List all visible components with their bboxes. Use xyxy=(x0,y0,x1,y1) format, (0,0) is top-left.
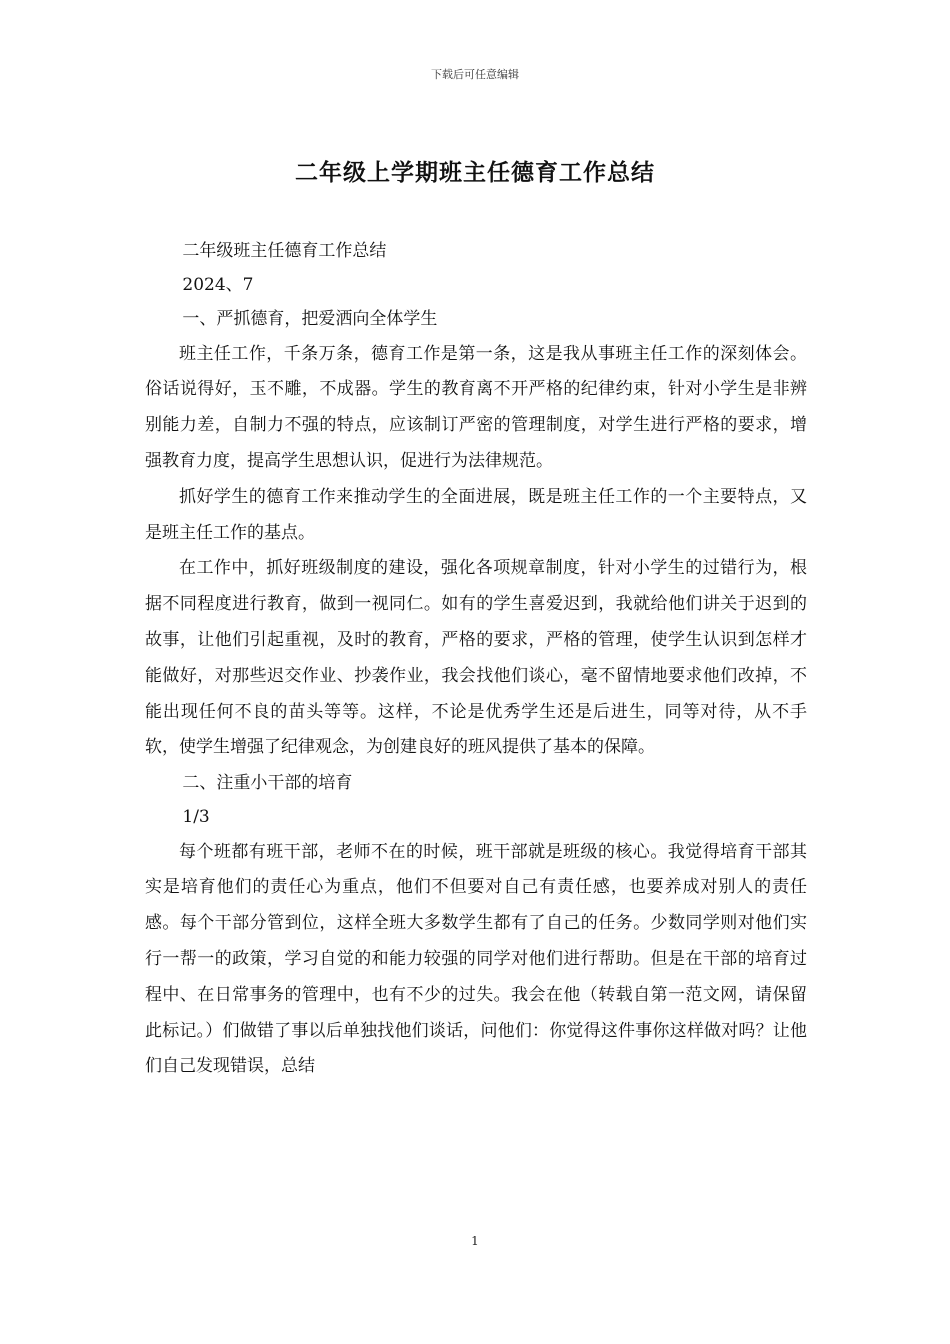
date-line: 2024、7 xyxy=(182,275,254,296)
paragraph-4: 每个班都有班干部，老师不在的时候，班干部就是班级的核心。我觉得培育干部其实是培育他们的责任心为重点，他们不但要对自己有责任感，也要养成对别人的责任感。每个干部分管到位，这样全班大多数学生都有了自己的任务。少数同学则对他们实行一帮一的政策，学习自觉的和能力较强的同学对他们进行帮助。但是在干部的培育过程中、在日常事务的管理中，也有不少的过失。我会在他（转载自第一范文网，请保留此标记。）们做错了事以后单独找他们谈话，问他们：你觉得这件事你这样做对吗？让他们自己发现错误，总结 xyxy=(145,841,807,1077)
page-number: 1 xyxy=(471,1234,479,1248)
document-title: 二年级上学期班主任德育工作总结 xyxy=(295,159,655,186)
section-heading-1: 一、严抓德育，把爱洒向全体学生 xyxy=(182,309,438,330)
paragraph-2: 抓好学生的德育工作来推动学生的全面进展，既是班主任工作的一个主要特点，又是班主任工作的基点。 xyxy=(145,486,807,543)
page-marker: 1/3 xyxy=(182,807,210,828)
paragraph-3: 在工作中，抓好班级制度的建设，强化各项规章制度，针对小学生的过错行为，根据不同程度进行教育，做到一视同仁。如有的学生喜爱迟到，我就给他们讲关于迟到的故事，让他们引起重视，及时的教育，严格的要求，严格的管理，使学生认识到怎样才能做好，对那些迟交作业、抄袭作业，我会找他们谈心，毫不留情地要求他们改掉，不能出现任何不良的苗头等等。这样，不论是优秀学生还是后进生，同等对待，从不手软，使学生增强了纪律观念，为创建良好的班风提供了基本的保障。 xyxy=(145,558,807,758)
document-body xyxy=(145,234,807,1085)
page-header: 下载后可任意编辑 xyxy=(431,68,519,81)
section-heading-2: 二、注重小干部的培育 xyxy=(182,773,353,794)
subtitle-line: 二年级班主任德育工作总结 xyxy=(182,241,387,261)
paragraph-1: 班主任工作，千条万条，德育工作是第一条，这是我从事班主任工作的深刻体会。俗话说得好，玉不雕，不成器。学生的教育离不开严格的纪律约束，针对小学生是非辨别能力差，自制力不强的特点，应该制订严密的管理制度，对学生进行严格的要求，增强教育力度，提高学生思想认识，促进行为法律规范。 xyxy=(145,343,807,471)
